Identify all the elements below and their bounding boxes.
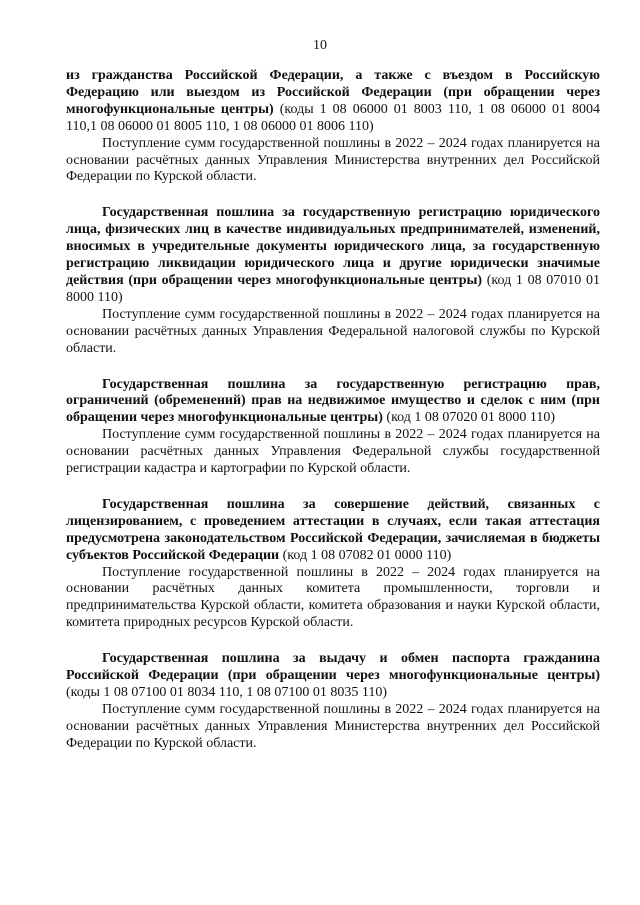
section-3-codes: (код 1 08 07082 01 0000 110)	[279, 547, 452, 563]
section-4-heading: Государственная пошлина за выдачу и обмен паспорта гражданина Российской Федерации (при обращении через многофункциональные центры)	[66, 651, 600, 684]
section-1-heading: Государственная пошлина за государственную регистрацию юридического лица, физических лиц в качестве индивидуальных предпринимателей, изменений, вносимых в учредительные документы юридического лица, за государственную регистрацию ликвидации юридического лица и другие юридически значимые действия (при обращении через многофункциональные центры)	[66, 205, 600, 288]
section-2-heading-paragraph	[66, 377, 600, 428]
section-gap	[66, 186, 600, 205]
intro-heading-paragraph	[66, 68, 600, 136]
section-gap	[66, 358, 600, 377]
section-2-text: Поступление сумм государственной пошлины в 2022 – 2024 годах планируется на основании расчётных данных Управления Федеральной службы государственной регистрации кадастра и картографии по Курской области.	[66, 427, 600, 477]
document-body	[66, 68, 600, 753]
section-4-heading-paragraph	[66, 651, 600, 702]
section-1-codes: (код 1 08 07010 01 8000 110)	[66, 272, 600, 305]
page-number: 10	[313, 38, 327, 53]
section-4-text: Поступление сумм государственной пошлины в 2022 – 2024 годах планируется на основании расчётных данных Управления Министерства внутренних дел Российской Федерации по Курской области.	[66, 701, 600, 751]
section-2-heading: Государственная пошлина за государственную регистрацию прав, ограничений (обременений) прав на недвижимое имущество и сделок с ним (при обращении через многофункциональные центры)	[66, 376, 600, 426]
section-4-codes: (коды 1 08 07100 01 8034 110, 1 08 07100 01 8035 110)	[66, 685, 388, 700]
section-3-text: Поступление государственной пошлины в 2022 – 2024 годах планируется на основании расчётных данных комитета промышленности, торговли и предпринимательства Курской области, комитета образования и науки Курской области, комитета природных ресурсов Курской области.	[66, 564, 600, 631]
intro-heading: из гражданства Российской Федерации, а также с въездом в Российскую Федерацию или выездом из Российской Федерации (при обращении через многофункциональные центры)	[66, 68, 600, 117]
section-gap	[66, 632, 600, 651]
intro-text: Поступление сумм государственной пошлины в 2022 – 2024 годах планируется на основании расчётных данных Управления Министерства внутренних дел Российской Федерации по Курской области.	[66, 135, 600, 185]
section-gap	[66, 478, 600, 497]
intro-codes: (коды 1 08 06000 01 8003 110, 1 08 06000 01 8004 110,1 08 06000 01 8005 110, 1 08 06000 01 8006 110)	[66, 101, 600, 134]
section-3-heading: Государственная пошлина за совершение действий, связанных с лицензированием, с проведением аттестации в случаях, если такая аттестация предусмотрена законодательством Российской Федерации, зачисляемая в бюджеты субъектов Российской Федерации	[66, 496, 600, 563]
section-1-heading-paragraph	[66, 205, 600, 306]
section-3-heading-paragraph	[66, 497, 600, 565]
section-1-text: Поступление сумм государственной пошлины в 2022 – 2024 годах планируется на основании расчётных данных Управления Федеральной налоговой службы по Курской области.	[66, 306, 600, 356]
section-2-codes: (код 1 08 07020 01 8000 110)	[382, 410, 556, 426]
